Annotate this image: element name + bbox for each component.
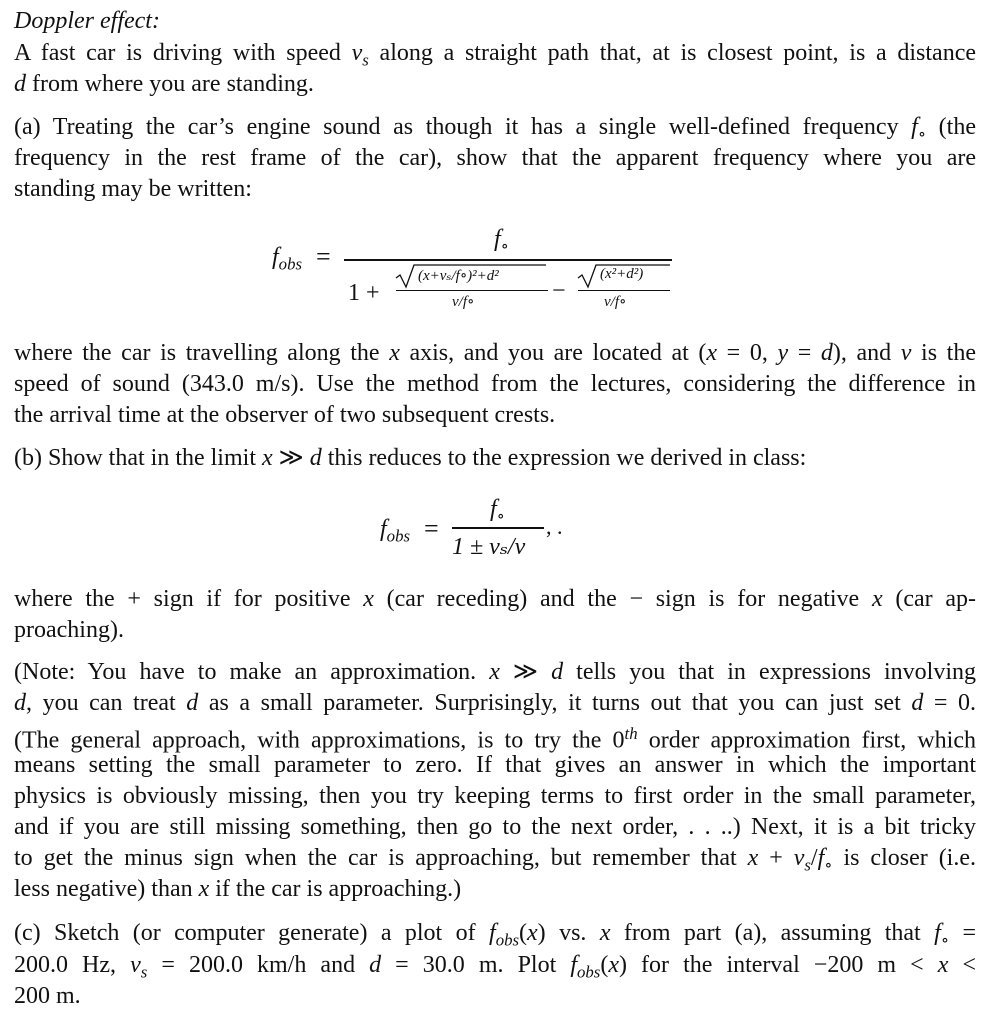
section-title: Doppler effect: — [14, 8, 160, 34]
eq1-small-bar-2 — [578, 290, 670, 291]
note-line-5: physics is obviously missing, then you try keeping terms to first order in the small parameter, — [14, 783, 976, 809]
note-line-8: less negative) than x if the car is approaching.) — [14, 876, 462, 902]
eq1-denominator-1: v/f∘ — [452, 294, 475, 310]
part-c-line-3: 200 m. — [14, 983, 81, 1009]
part-a-line-2: frequency in the rest frame of the car), show that the apparent frequency where you are — [14, 145, 976, 171]
eq1-minus: − — [552, 278, 566, 304]
part-b-context-line-1: where the + sign if for positive x (car receding) and the − sign is for negative x (car ap- — [14, 586, 977, 612]
part-b-context-line-2: proaching). — [14, 617, 124, 643]
eq1-numerator: $f_\circ$ — [494, 226, 509, 256]
intro-line-2: d from where you are standing. — [14, 71, 314, 97]
eq2-denominator: 1 ± vₛ/v — [452, 534, 526, 560]
part-a-context-line-2: speed of sound (343.0 m/s). Use the method from the lectures, considering the difference in — [14, 371, 976, 397]
eq1-lhs: $f_{obs}$ — [272, 244, 302, 274]
eq2-numerator: $f_\circ$ — [490, 496, 505, 526]
eq1-radicand-2: (x²+d²) — [600, 266, 644, 282]
part-a-context-line-3: the arrival time at the observer of two subsequent crests. — [14, 402, 556, 428]
eq2-tail: , . — [546, 514, 563, 539]
equation-apparent-frequency — [0, 222, 998, 332]
part-c-line-2: 200.0 Hz, $v_s = 200.0$ km/h and d = 30.0 m. Plot $f_{obs}(x)$ for the interval −200 m < x < — [14, 952, 976, 982]
note-line-4: means setting the small parameter to zero. If that gives an answer in which the important — [14, 752, 976, 778]
note-line-2: d, you can treat d as a small parameter. Surprisingly, it turns out that you can just set d = 0. — [14, 690, 976, 716]
part-b-line-1: (b) Show that in the limit x ≫ d this reduces to the expression we derived in class: — [14, 445, 807, 471]
eq1-one-plus: 1 + — [348, 280, 380, 306]
note-line-1: (Note: You have to make an approximation. x ≫ d tells you that in expressions involving — [14, 659, 977, 685]
eq1-equals: = — [316, 242, 331, 271]
eq2-lhs: $f_{obs}$ — [380, 516, 410, 546]
part-c-line-1: (c) Sketch (or computer generate) a plot of $f_{obs}(x)$ vs. x from part (a), assuming that $f_\circ$ = — [14, 920, 976, 950]
note-line-7: to get the minus sign when the car is approaching, but remember that $x + v_s/f_\circ$ is closer (i.e. — [14, 845, 977, 875]
part-a-line-1: (a) Treating the car’s engine sound as though it has a single well-defined frequency $f_\circ$ (the — [14, 114, 976, 144]
note-line-6: and if you are still missing something, then go to the next order, . . ..) Next, it is a bit tricky — [14, 814, 976, 840]
part-a-line-3: standing may be written: — [14, 176, 252, 202]
equation-limit-form — [0, 494, 998, 564]
eq1-small-bar-1 — [396, 290, 548, 291]
eq1-fraction-bar — [344, 259, 672, 261]
eq2-fraction-bar — [452, 527, 544, 529]
eq1-small-fraction-1 — [396, 262, 548, 312]
eq1-denominator-2: v/f∘ — [604, 294, 627, 310]
eq1-radicand-1: (x+vₛ/f∘)²+d² — [418, 268, 499, 284]
note-line-3: (The general approach, with approximations, is to try the 0th order approximation first, which — [14, 724, 976, 754]
eq2-equals: = — [424, 514, 439, 543]
eq1-small-fraction-2 — [578, 262, 670, 312]
intro-line-1: A fast car is driving with speed $v_s$ along a straight path that, at is closest point, is a distance — [14, 40, 976, 70]
part-a-context-line-1: where the car is travelling along the x axis, and you are located at (x = 0, y = d), and v is the — [14, 340, 976, 366]
